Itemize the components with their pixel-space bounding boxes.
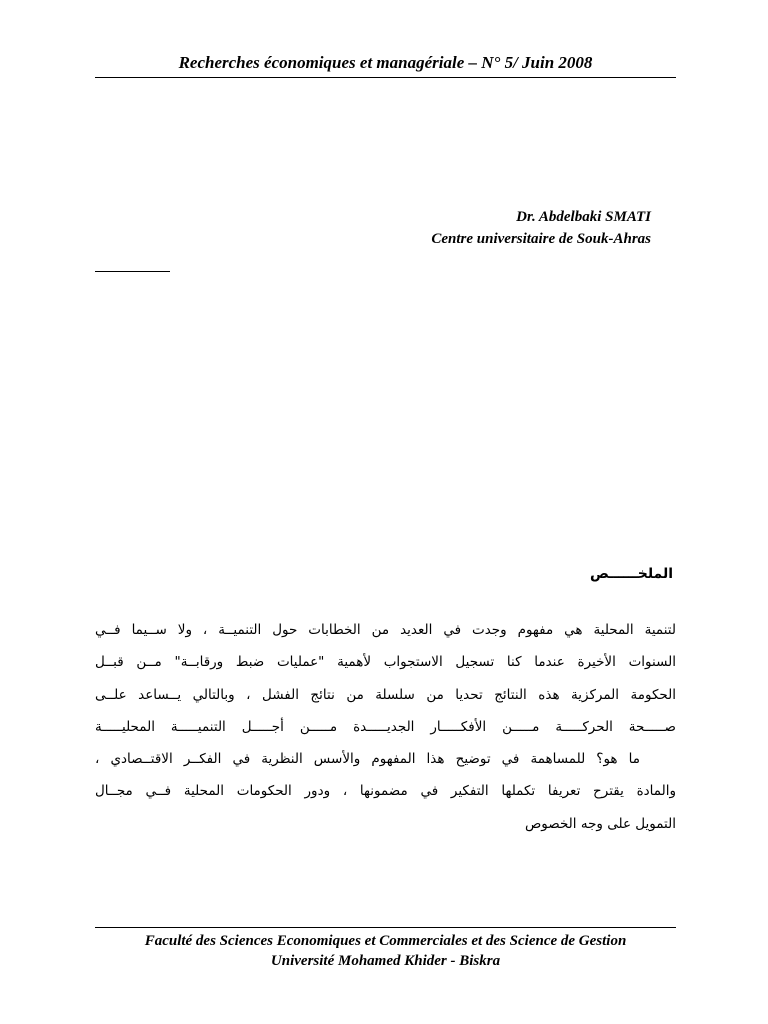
- abstract-line: لتنمية المحلية هي مفهوم وجدت في العديد من الخطابات حول التنميــة ، ولا ســيما فــي: [95, 622, 676, 638]
- abstract-line: صـــــحة الحركـــــة مـــــن الأفكـــــار الجديـــــدة مـــــن أجـــــل التنميـــــة المحليـــــة: [95, 718, 676, 735]
- abstract-title: الملخــــــص: [589, 566, 673, 582]
- footnote-divider: [95, 271, 170, 272]
- journal-title: Recherches économiques et managériale – N° 5/ Juin 2008: [178, 53, 593, 72]
- abstract-body: [95, 614, 676, 840]
- abstract-line: الحكومة المركزية هذه النتائج تحديا من سلسلة من نتائج الفشل ، وبالتالي يــساعد علــى: [95, 686, 676, 703]
- footer-university: Université Mohamed Khider - Biskra: [270, 953, 501, 969]
- abstract-line: والمادة يقترح تعريفا تكملها التفكير في مضمونها ، ودور الحكومات المحلية فــي مجــال: [95, 783, 676, 800]
- page-footer: [80, 931, 691, 971]
- abstract-line: ما هو؟ للمساهمة في توضيح هذا المفهوم والأسس النظرية في الفكــر الاقتــصادي ،: [95, 751, 640, 768]
- author-block: [431, 206, 651, 250]
- abstract-line: السنوات الأخيرة عندما كنا تسجيل الاستجواب لأهمية "عمليات ضبط ورقابــة" مــن قبــل: [95, 654, 676, 671]
- header-divider: [95, 77, 676, 78]
- footer-faculty: Faculté des Sciences Economiques et Commerciales et des Science de Gestion: [144, 933, 627, 949]
- author-name: Dr. Abdelbaki SMATI: [516, 209, 651, 225]
- footer-divider: [95, 927, 676, 928]
- abstract-line: التمويل على وجه الخصوص: [524, 815, 676, 832]
- author-affiliation: Centre universitaire de Souk-Ahras: [431, 231, 651, 247]
